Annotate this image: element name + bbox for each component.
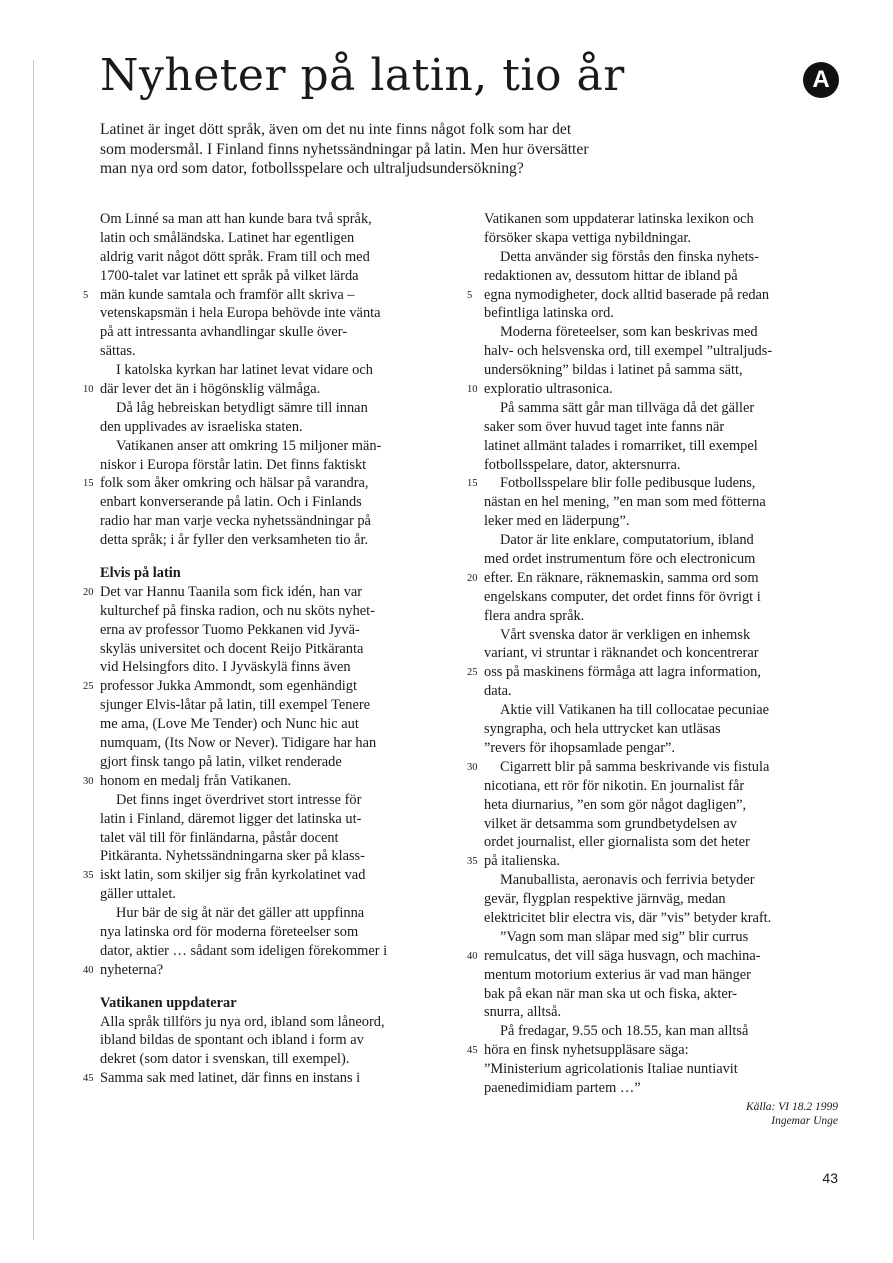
line-text: Fotbollsspelare blir folle pedibusque ludens, xyxy=(500,475,756,492)
text-line xyxy=(100,658,462,677)
line-text: dekret (som dator i svenskan, till exempel). xyxy=(100,1051,350,1068)
text-line xyxy=(484,777,840,796)
line-text: På fredagar, 9.55 och 18.55, kan man alltså xyxy=(500,1023,749,1040)
line-text: engelskans computer, det ordet finns för övrigt i xyxy=(484,588,761,605)
text-line xyxy=(100,512,462,531)
text-line xyxy=(467,758,840,777)
line-number: 45 xyxy=(83,1073,94,1085)
text-line xyxy=(484,682,840,701)
line-text: höra en finsk nyhetsuppläsare säga: xyxy=(484,1042,689,1059)
text-line xyxy=(484,1079,840,1098)
text-line xyxy=(100,1013,462,1032)
text-line xyxy=(100,437,462,456)
line-text: Vatikanen anser att omkring 15 miljoner män- xyxy=(116,437,382,454)
text-line xyxy=(100,791,462,810)
text-line xyxy=(484,229,840,248)
source-author: Ingemar Unge xyxy=(771,1115,838,1127)
text-line xyxy=(484,739,840,758)
line-number: 30 xyxy=(83,775,94,787)
text-line xyxy=(484,342,840,361)
text-line xyxy=(484,985,840,1004)
text-line xyxy=(100,923,462,942)
text-line xyxy=(100,456,462,475)
paragraph-gap xyxy=(100,980,462,994)
article-title: Nyheter på latin, tio år xyxy=(100,50,625,101)
line-text: undersökning” bildas i latinet på samma sätt, xyxy=(484,362,743,379)
line-text: Pitkäranta. Nyhetssändningarna sker på klass- xyxy=(100,848,365,865)
line-text: ”Vagn som man släpar med sig” blir currus xyxy=(500,928,749,945)
intro-line: som modersmål. I Finland finns nyhetssändningar på latin. Men hur översätter xyxy=(100,140,589,158)
line-text: Dator är lite enklare, computatorium, ibland xyxy=(500,532,754,549)
page-number: 43 xyxy=(822,1170,838,1186)
line-number: 15 xyxy=(467,478,478,490)
line-text: data. xyxy=(484,683,512,700)
section-heading xyxy=(100,994,462,1013)
text-line xyxy=(100,342,462,361)
line-text: redaktionen av, dessutom hittar de ibland på xyxy=(484,267,738,284)
line-text: Samma sak med latinet, där finns en instans i xyxy=(100,1070,361,1087)
line-text: ordet journalist, eller giornalista som det heter xyxy=(484,834,750,851)
text-line xyxy=(484,399,840,418)
line-text: Vatikanen som uppdaterar latinska lexikon och xyxy=(484,211,754,227)
text-line xyxy=(484,588,840,607)
line-text: Vatikanen uppdaterar xyxy=(100,994,237,1011)
line-number: 40 xyxy=(467,950,478,962)
text-line xyxy=(467,569,840,588)
text-line xyxy=(100,361,462,380)
line-text: halv- och helsvenska ord, till exempel ”ultraljuds- xyxy=(484,343,773,360)
text-line xyxy=(100,810,462,829)
line-text: på italienska. xyxy=(484,853,560,870)
line-text: män kunde samtala och framför allt skriva – xyxy=(100,286,355,303)
line-text: I katolska kyrkan har latinet levat vidare och xyxy=(116,362,373,379)
text-line xyxy=(100,399,462,418)
line-text: exploratio ultrasonica. xyxy=(484,381,613,398)
text-line xyxy=(100,493,462,512)
line-text: gevär, flygplan respektive järnväg, medan xyxy=(484,891,726,908)
text-line xyxy=(100,942,462,961)
text-line xyxy=(484,304,840,323)
text-line xyxy=(484,626,840,645)
line-text: talet väl till för finländarna, påstår docent xyxy=(100,829,339,846)
line-text: ”Ministerium agricolationis Italiae nuntiavit xyxy=(484,1061,738,1078)
line-text: 1700-talet var latinet ett språk på vilket lärda xyxy=(100,267,359,284)
right-column xyxy=(467,210,840,1098)
text-line xyxy=(83,866,462,885)
text-line xyxy=(484,928,840,947)
text-line xyxy=(484,361,840,380)
text-line xyxy=(100,248,462,267)
line-text: ibland bildas de spontant och ibland i form av xyxy=(100,1032,364,1049)
line-text: latinet allmänt talades i romarriket, till exempel xyxy=(484,437,758,454)
left-column xyxy=(83,210,462,1088)
line-text: sjunger Elvis-låtar på latin, till exempel Tenere xyxy=(100,697,371,714)
text-line xyxy=(484,644,840,663)
line-number: 35 xyxy=(467,856,478,868)
line-text: sättas. xyxy=(100,343,136,360)
text-line xyxy=(484,720,840,739)
line-text: Vårt svenska dator är verkligen en inhemsk xyxy=(500,626,751,643)
line-text: flera andra språk. xyxy=(484,607,585,624)
text-line xyxy=(484,531,840,550)
line-number: 20 xyxy=(83,586,94,598)
line-text: oss på maskinens förmåga att lagra information, xyxy=(484,664,761,681)
line-text: me ama, (Love Me Tender) och Nunc hic aut xyxy=(100,716,359,733)
line-text: latin i Finland, däremot ligger det latinska ut- xyxy=(100,810,362,827)
text-line xyxy=(484,701,840,720)
line-number: 35 xyxy=(83,870,94,882)
line-text: iskt latin, som skiljer sig från kyrkolatinet vad xyxy=(100,867,366,884)
line-text: Elvis på latin xyxy=(100,565,181,582)
line-text: Då låg hebreiskan betydligt sämre till innan xyxy=(116,399,368,416)
text-line xyxy=(100,267,462,286)
line-number: 5 xyxy=(467,289,473,301)
line-text: snurra, alltså. xyxy=(484,1004,562,1021)
line-text: Om Linné sa man att han kunde bara två språk, xyxy=(100,211,372,227)
line-text: folk som åker omkring och hälsar på varandra, xyxy=(100,475,369,492)
text-line xyxy=(484,607,840,626)
line-text: den upplivades av israeliska staten. xyxy=(100,418,303,435)
source-line: Källa: VI 18.2 1999 xyxy=(746,1101,838,1113)
text-line xyxy=(100,904,462,923)
line-text: gäller uttalet. xyxy=(100,886,176,903)
line-text: detta språk; i år fyller den verksamheten tio år. xyxy=(100,532,369,549)
line-text: nästan en hel mening, ”en man som med fötterna xyxy=(484,494,766,511)
line-text: där lever det än i högönsklig välmåga. xyxy=(100,381,321,398)
line-text: latin och småländska. Latinet har egentligen xyxy=(100,229,355,246)
text-line xyxy=(83,380,462,399)
line-text: med ordet instrumentum före och electronicum xyxy=(484,551,756,568)
text-line xyxy=(100,753,462,772)
line-text: ”revers för ihopsamlade pengar”. xyxy=(484,739,675,756)
text-line xyxy=(467,286,840,305)
text-line xyxy=(83,772,462,791)
text-line xyxy=(467,380,840,399)
text-line xyxy=(484,1003,840,1022)
text-line xyxy=(100,531,462,550)
text-line xyxy=(484,267,840,286)
line-text: leker med en läderpung”. xyxy=(484,513,630,530)
text-line xyxy=(100,885,462,904)
line-text: på att intressanta avhandlingar skulle över- xyxy=(100,324,348,341)
line-text: mentum motorium exterius är vad man hänger xyxy=(484,966,751,983)
line-number: 5 xyxy=(83,289,89,301)
line-text: vetenskapsmän i hela Europa behövde inte vänta xyxy=(100,305,381,322)
text-line xyxy=(100,734,462,753)
line-text: heta diurnarius, ”en som gör något dagligen”, xyxy=(484,796,747,813)
line-text: radio har man varje vecka nyhetssändningar på xyxy=(100,513,371,530)
line-text: syngrapha, och hela uttrycket kan utläsas xyxy=(484,721,721,738)
line-text: Cigarrett blir på samma beskrivande vis fistula xyxy=(500,758,770,775)
text-line xyxy=(83,474,462,493)
intro-line: Latinet är inget dött språk, även om det nu inte finns något folk som har det xyxy=(100,121,572,138)
text-line xyxy=(83,1069,462,1088)
text-line xyxy=(484,796,840,815)
text-line xyxy=(100,696,462,715)
text-line xyxy=(83,583,462,602)
text-line xyxy=(484,909,840,928)
text-line xyxy=(484,871,840,890)
text-line xyxy=(467,852,840,871)
line-text: dator, aktier … sådant som ideligen förekommer i xyxy=(100,942,388,959)
text-line xyxy=(484,512,840,531)
section-heading xyxy=(100,564,462,583)
line-text: nyheterna? xyxy=(100,961,164,978)
text-line xyxy=(484,493,840,512)
text-line xyxy=(467,474,840,493)
text-line xyxy=(100,304,462,323)
text-line xyxy=(100,323,462,342)
text-line xyxy=(100,640,462,659)
text-line xyxy=(100,847,462,866)
text-line xyxy=(100,829,462,848)
text-line xyxy=(484,323,840,342)
line-number: 25 xyxy=(467,667,478,679)
intro-line: man nya ord som dator, fotbollsspelare och ultraljudsundersökning? xyxy=(100,160,524,177)
text-line xyxy=(100,229,462,248)
line-text: befintliga latinska ord. xyxy=(484,305,614,322)
line-text: elektricitet blir electra vis, där ”vis” betyder kraft. xyxy=(484,909,772,926)
line-number: 20 xyxy=(467,572,478,584)
line-text: skyläs universitet och docent Reijo Pitkäranta xyxy=(100,640,364,657)
line-text: vid Helsingfors dito. I Jyväskylä finns även xyxy=(100,659,351,676)
line-text: numquam, (Its Now or Never). Tidigare har han xyxy=(100,735,377,752)
line-text: honom en medalj från Vatikanen. xyxy=(100,772,292,789)
text-line xyxy=(100,715,462,734)
line-text: variant, vi struntar i räknandet och koncentrerar xyxy=(484,645,759,662)
line-text: erna av professor Tuomo Pekkanen vid Jyvä- xyxy=(100,621,360,638)
line-text: enbart konverserande på latin. Och i Finlands xyxy=(100,494,362,511)
line-text: professor Jukka Ammondt, som egenhändigt xyxy=(100,678,358,695)
line-text: kulturchef på finska radion, och nu sköts nyhet- xyxy=(100,602,375,619)
text-line xyxy=(100,621,462,640)
line-text: bak på ekan när man ska ut och fiska, akter- xyxy=(484,985,738,1002)
line-text: Detta använder sig förstås den finska nyhets- xyxy=(500,248,759,265)
text-line xyxy=(83,961,462,980)
line-text: fotbollsspelare, dator, aktersnurra. xyxy=(484,456,681,473)
text-line xyxy=(484,437,840,456)
text-line xyxy=(484,210,840,229)
text-line xyxy=(100,1031,462,1050)
text-line xyxy=(100,1050,462,1069)
line-text: vilket är detsamma som grundbetydelsen av xyxy=(484,815,737,832)
line-text: Det var Hannu Taanila som fick idén, han var xyxy=(100,583,363,600)
text-line xyxy=(467,663,840,682)
text-line xyxy=(100,418,462,437)
line-text: Hur bär de sig åt när det gäller att uppfinna xyxy=(116,905,365,922)
source-credit xyxy=(640,1100,838,1128)
line-text: remulcatus, det vill säga husvagn, och machina- xyxy=(484,947,761,964)
text-line xyxy=(484,1022,840,1041)
text-line xyxy=(484,966,840,985)
line-number: 30 xyxy=(467,761,478,773)
line-number: 40 xyxy=(83,964,94,976)
text-line xyxy=(100,210,462,229)
line-text: gjort finsk tango på latin, vilket renderade xyxy=(100,753,342,770)
line-text: Manuballista, aeronavis och ferrivia betyder xyxy=(500,872,755,889)
line-number: 25 xyxy=(83,681,94,693)
line-text: Alla språk tillförs ju nya ord, ibland som låneord, xyxy=(100,1013,385,1030)
line-text: försöker skapa vettiga nybildningar. xyxy=(484,229,692,246)
line-text: På samma sätt går man tillväga då det gäller xyxy=(500,399,755,416)
text-line xyxy=(484,833,840,852)
line-number: 10 xyxy=(83,384,94,396)
line-text: paenedimidiam partem …” xyxy=(484,1079,641,1096)
text-line xyxy=(83,677,462,696)
line-number: 10 xyxy=(467,384,478,396)
margin-line xyxy=(33,60,34,1240)
section-badge: A xyxy=(803,62,839,98)
text-line xyxy=(484,1060,840,1079)
line-text: egna nymodigheter, dock alltid baserade på redan xyxy=(484,286,770,303)
text-line xyxy=(467,1041,840,1060)
line-text: niskor i Europa förstår latin. Det finns faktiskt xyxy=(100,456,367,473)
paragraph-gap xyxy=(100,550,462,564)
line-text: saker som över huvud taget inte fanns när xyxy=(484,418,725,435)
text-line xyxy=(484,890,840,909)
line-text: Det finns inget överdrivet stort intresse för xyxy=(116,791,362,808)
line-text: aldrig varit något dött språk. Fram till och med xyxy=(100,248,370,265)
line-text: efter. En räknare, räknemaskin, samma ord som xyxy=(484,569,759,586)
text-line xyxy=(484,248,840,267)
line-text: Moderna företeelser, som kan beskrivas med xyxy=(500,324,758,341)
text-line xyxy=(484,815,840,834)
text-line xyxy=(484,418,840,437)
line-text: Aktie vill Vatikanen ha till collocatae pecuniae xyxy=(500,702,770,719)
line-number: 15 xyxy=(83,478,94,490)
line-text: nya latinska ord för moderna företeelser som xyxy=(100,923,359,940)
text-line xyxy=(484,550,840,569)
text-line xyxy=(83,286,462,305)
text-line xyxy=(484,456,840,475)
article-intro xyxy=(100,120,720,179)
line-text: nicotiana, ett rör för nikotin. En journalist får xyxy=(484,777,745,794)
text-line xyxy=(467,947,840,966)
text-line xyxy=(100,602,462,621)
line-number: 45 xyxy=(467,1045,478,1057)
